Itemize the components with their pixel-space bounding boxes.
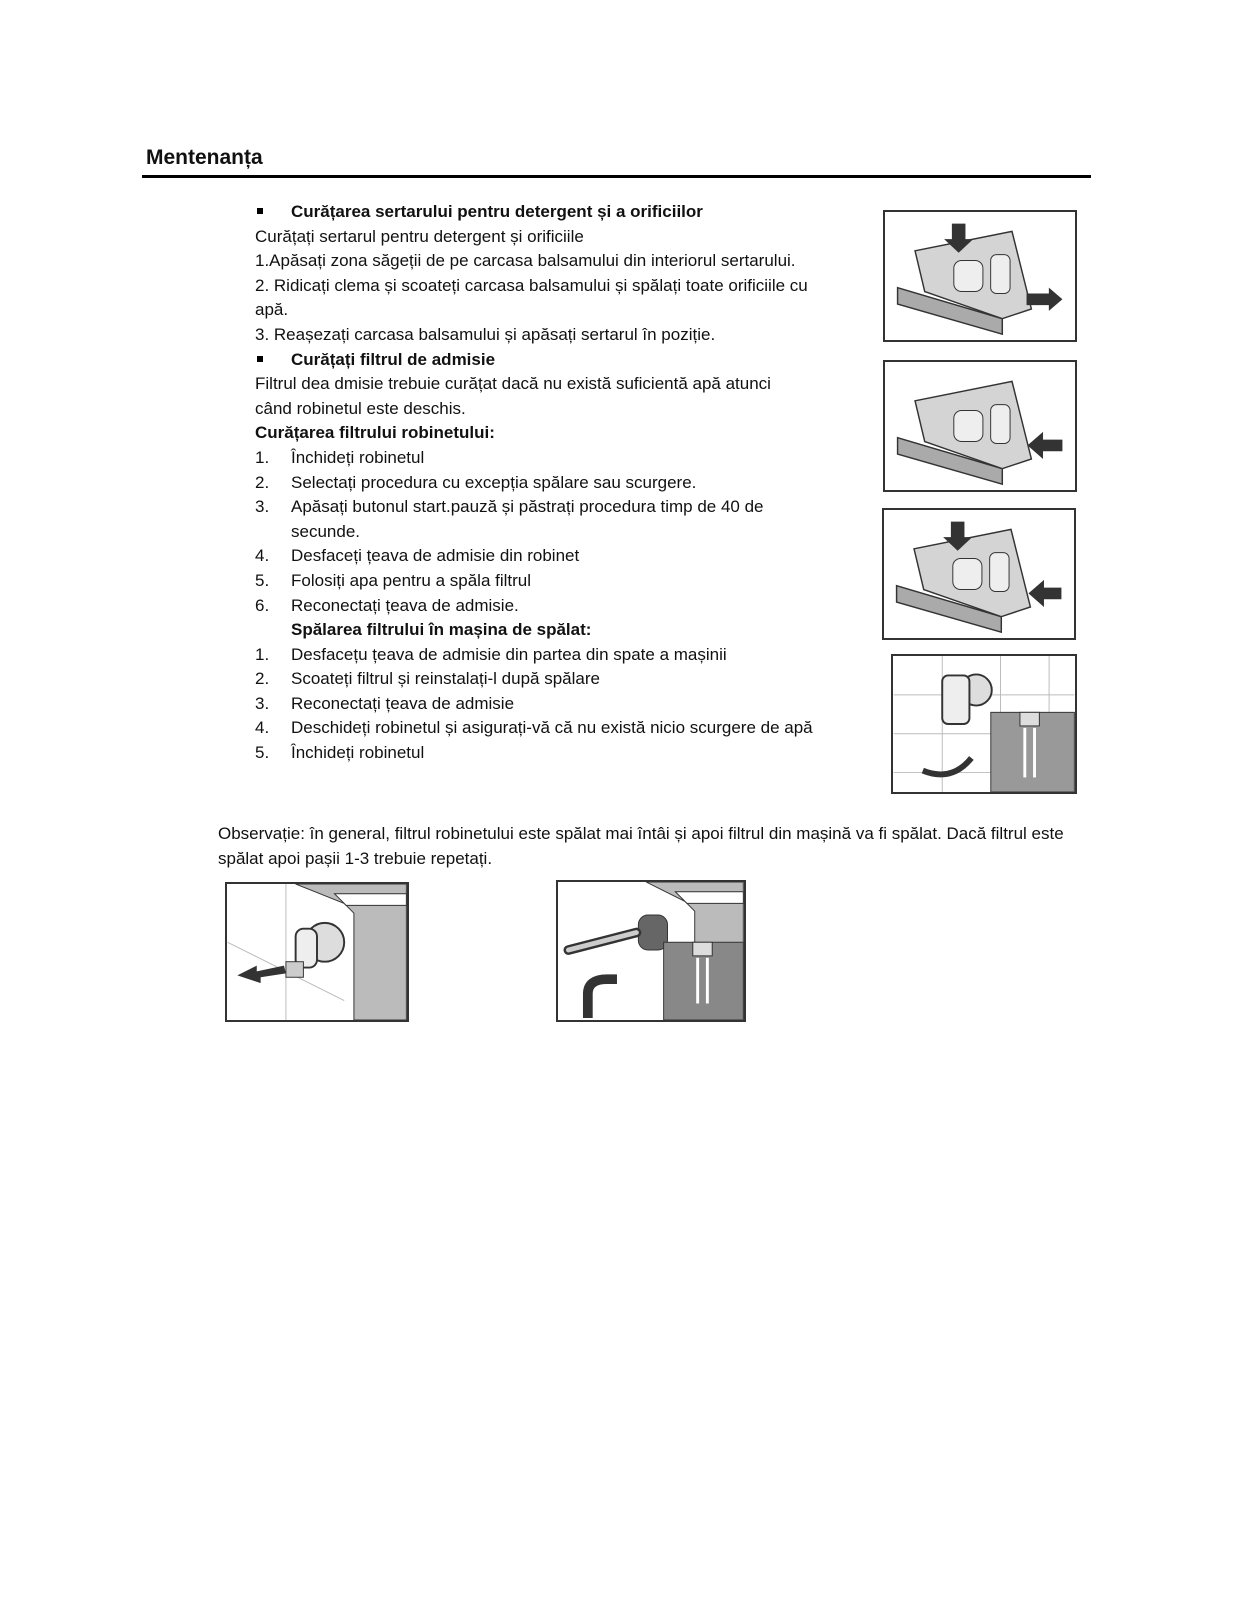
step-text: Desfaceți țeava de admisie din robinet: [291, 546, 580, 566]
list-item: [255, 643, 867, 668]
inlet-hose-illustration: [556, 880, 746, 1022]
step-number: 3.: [255, 693, 270, 713]
tap-filter-illustration: [891, 654, 1077, 794]
machine-filter-heading: Spălarea filtrului în mașina de spălat:: [291, 620, 592, 640]
bullet-square-icon: [255, 200, 291, 225]
step-number: 6.: [255, 595, 270, 615]
list-item: [255, 471, 867, 496]
step-number: 5.: [255, 743, 270, 763]
inlet-desc: Filtrul dea dmisie trebuie curățat dacă nu există suficientă apă atunci: [255, 374, 771, 394]
drawer-insert-arrow-icon: [885, 362, 1075, 490]
step-number: 5.: [255, 570, 270, 590]
observation-note: Observație: în general, filtrul robinetului este spălat mai întâi și apoi filtrul din mașină va fi spălat. Dacă filtrul este spălat apoi pașii 1-3 trebuie repetați.: [218, 824, 1064, 868]
drawer-heading-row: [255, 200, 867, 225]
step-text: Desfacețu țeava de admisie din partea din spate a mașinii: [291, 644, 727, 664]
step-number: 3.: [255, 497, 270, 517]
title-divider: [142, 175, 1091, 178]
bullet-square-icon: [255, 348, 291, 373]
tap-filter-heading: Curățarea filtrului robinetului:: [255, 423, 495, 443]
step-text: Scoateți filtrul și reinstalați-l după spălare: [291, 669, 600, 689]
drawer-step-1: 1.Apăsați zona săgeții de pe carcasa balsamului din interiorul sertarului.: [255, 251, 796, 271]
inlet-hose-detach-icon: [227, 884, 407, 1020]
list-item: [255, 667, 867, 692]
drawer-press-arrow-icon: [885, 212, 1075, 340]
list-item: [255, 594, 867, 619]
drawer-illustration: [883, 360, 1077, 492]
step-number: 2.: [255, 472, 270, 492]
main-text-column: [255, 200, 867, 766]
list-item: [255, 544, 867, 569]
step-text: Închideți robinetul: [291, 743, 425, 763]
drawer-step-2: 2. Ridicați clema și scoateți carcasa balsamului și spălați toate orificiile cu: [255, 275, 808, 295]
list-item: [255, 569, 867, 594]
step-text: Închideți robinetul: [291, 447, 425, 467]
inlet-hose-illustration: [225, 882, 409, 1022]
page-title: Mentenanța: [146, 146, 263, 169]
step-text: Reconectați țeava de admisie.: [291, 595, 519, 615]
step-number: 4.: [255, 546, 270, 566]
step-number: 2.: [255, 669, 270, 689]
step-number: 1.: [255, 644, 270, 664]
step-text: Deschideți robinetul și asigurați-vă că nu există nicio scurgere de apă: [291, 718, 813, 738]
drawer-illustration: [883, 210, 1077, 342]
step-number: 4.: [255, 718, 270, 738]
drawer-intro: Curățați sertarul pentru detergent și orificiile: [255, 226, 584, 246]
step-text: Selectați procedura cu excepția spălare sau scurgere.: [291, 472, 697, 492]
inlet-desc-cont: când robinetul este deschis.: [255, 398, 466, 418]
step-text: Folosiți apa pentru a spăla filtrul: [291, 570, 532, 590]
drawer-press-and-insert-icon: [884, 510, 1074, 638]
drawer-step-3: 3. Reașezați carcasa balsamului și apăsați sertarul în poziție.: [255, 324, 716, 344]
list-item: [255, 692, 867, 717]
list-item: [255, 741, 867, 766]
step-number: 1.: [255, 447, 270, 467]
drawer-heading-text: Curățarea sertarului pentru detergent și a orificiilor: [291, 202, 703, 221]
list-item: [255, 495, 867, 544]
list-item: [255, 716, 867, 741]
step-text: Reconectați țeava de admisie: [291, 693, 515, 713]
step-text: Apăsați butonul start.pauză și păstrați procedura timp de 40 de secunde.: [291, 497, 764, 541]
machine-filter-wash-icon: [558, 882, 744, 1020]
tap-filter-wash-icon: [893, 656, 1075, 792]
inlet-heading-row: [255, 348, 867, 373]
list-item: [255, 446, 867, 471]
drawer-step-2-cont: apă.: [255, 300, 289, 320]
drawer-illustration: [882, 508, 1076, 640]
inlet-heading: Curățați filtrul de admisie: [291, 349, 496, 369]
